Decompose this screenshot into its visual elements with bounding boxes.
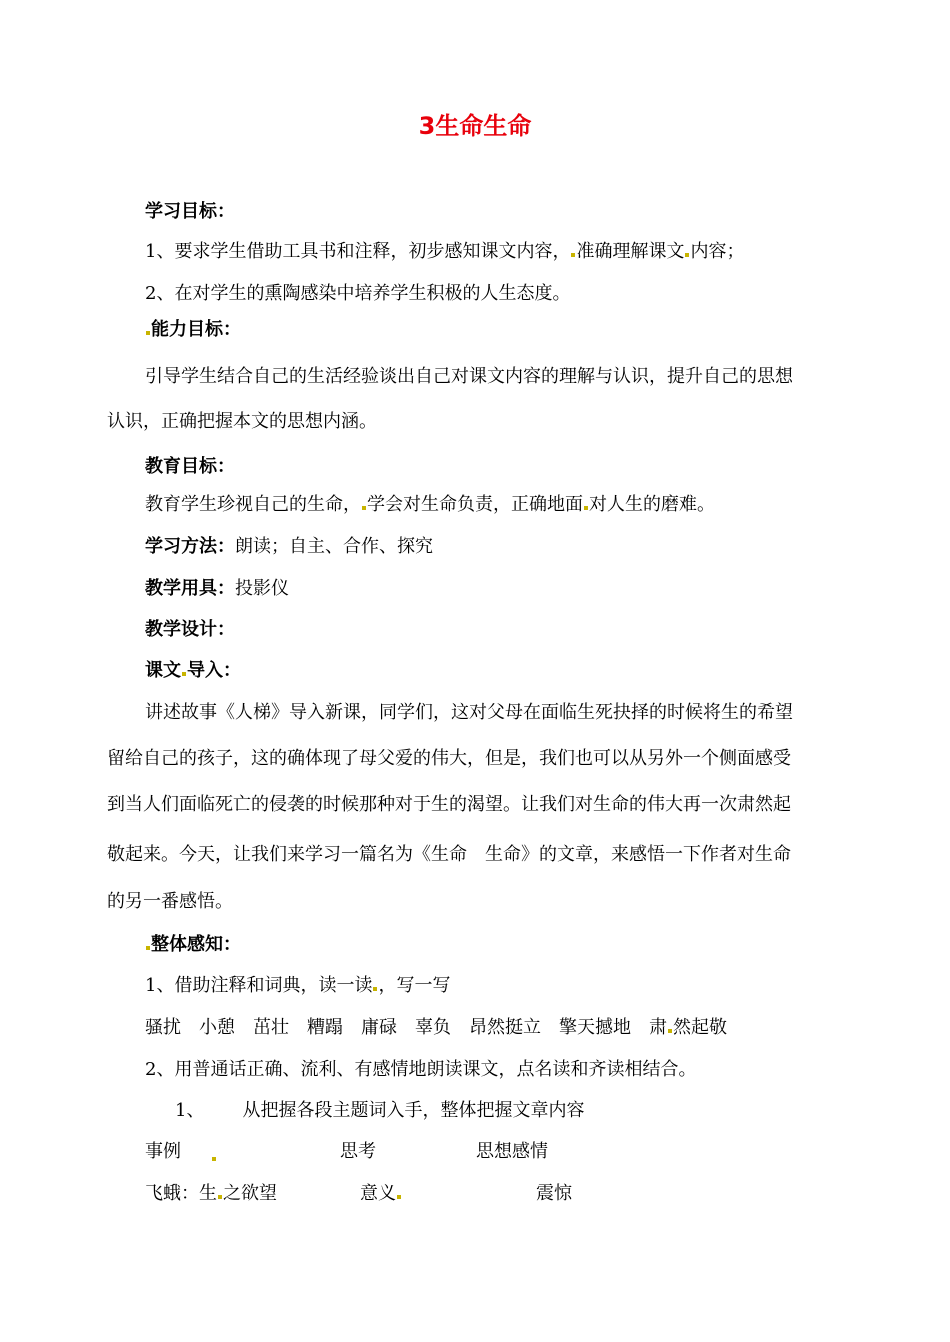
overall-item-2: 2、用普通话正确、流利、有感情地朗读课文，点名读和齐读相结合。 [145,1059,697,1080]
teaching-tools [145,577,289,601]
overall-heading-text: 整体感知： [151,934,241,955]
edit-mark [584,506,588,510]
learning-goal-heading: 学习目标： [145,201,235,222]
learning-method-label: 学习方法： [145,536,235,557]
intro-paragraph-line-1: 讲述故事《人梯》导入新课，同学们，这对父母在面临生死抉择的时候将生的希望 [145,702,793,723]
edit-mark [182,672,186,676]
overall-item-1-part-a: 1、借助注释和词典，读一读 [145,975,373,996]
education-goal-part-c: 对人生的磨难。 [589,494,715,515]
table-head-example: 事例 [145,1141,181,1162]
ability-goal-line-2: 认识，正确把握本文的思想内涵。 [107,411,377,432]
edit-mark [685,253,689,257]
teaching-design-heading: 教学设计： [145,619,235,640]
edit-mark [146,946,150,950]
edit-mark [218,1195,222,1199]
edit-mark [571,253,575,257]
row-1-example-part-b: 之欲望 [223,1183,277,1204]
edit-mark [373,987,377,991]
edit-mark [146,331,150,335]
learning-goal-1-part-b: 准确理解课文 [576,241,685,262]
vocabulary-part-b: 然起敬 [673,1017,727,1038]
ability-goal-line-1: 引导学生结合自己的生活经验谈出自己对课文内容的理解与认识，提升自己的思想 [145,366,793,387]
teaching-tools-label: 教学用具： [145,578,235,599]
intro-paragraph-line-2: 留给自己的孩子，这的确体现了母父爱的伟大，但是，我们也可以从另外一个侧面感受 [107,748,791,769]
education-goal-text [145,493,715,517]
learning-method-value: 朗读；自主、合作、探究 [235,536,433,557]
overall-item-1 [145,974,450,998]
row-1-thinking [360,1182,402,1206]
intro-paragraph-line-4: 敬起来。今天，让我们来学习一篇名为《生命 生命》的文章，来感悟一下作者对生命 [107,844,791,865]
intro-paragraph-line-5: 的另一番感悟。 [107,891,233,912]
document-title: 3生命生命 [418,112,532,140]
learning-method [145,535,433,559]
edit-mark [397,1195,401,1199]
row-1-example [145,1182,277,1206]
ability-goal-heading-text: 能力目标： [151,319,241,340]
step-item [175,1099,584,1123]
row-1-example-part-a: 飞蛾：生 [145,1183,217,1204]
table-head-feeling: 思想感情 [476,1141,548,1162]
vocabulary-list [145,1016,727,1040]
row-1-thinking-text: 意义 [360,1183,396,1204]
overall-item-1-part-b: ，写一写 [378,975,451,996]
row-1-feeling: 震惊 [536,1183,572,1204]
education-goal-part-a: 教育学生珍视自己的生命， [145,494,361,515]
overall-heading [145,933,241,957]
learning-goal-1 [145,240,744,264]
education-goal-heading: 教育目标： [145,456,235,477]
edit-mark [362,506,366,510]
edit-mark [212,1157,216,1161]
edit-mark [668,1029,672,1033]
learning-goal-2: 2、在对学生的熏陶感染中培养学生积极的人生态度。 [145,283,571,304]
intro-paragraph-line-3: 到当人们面临死亡的侵袭的时候那种对于生的渴望。让我们对生命的伟大再一次肃然起 [107,794,791,815]
vocabulary-part-a: 骚扰 小憩 茁壮 糟蹋 庸碌 辜负 昂然挺立 擎天撼地 肃 [145,1017,667,1038]
step-number: 1、 [175,1100,205,1121]
intro-heading-part-a: 课文 [145,660,181,681]
learning-goal-1-part-c: 内容； [690,241,745,262]
ability-goal-heading [145,318,241,342]
intro-heading-part-b: 导入： [187,660,241,681]
step-text: 从把握各段主题词入手，整体把握文章内容 [242,1100,585,1121]
education-goal-part-b: 学会对生命负责，正确地面 [367,494,583,515]
learning-goal-1-part-a: 1、要求学生借助工具书和注释，初步感知课文内容， [145,241,571,262]
table-head-thinking: 思考 [340,1141,376,1162]
intro-heading [145,659,241,683]
teaching-tools-value: 投影仪 [235,578,289,599]
